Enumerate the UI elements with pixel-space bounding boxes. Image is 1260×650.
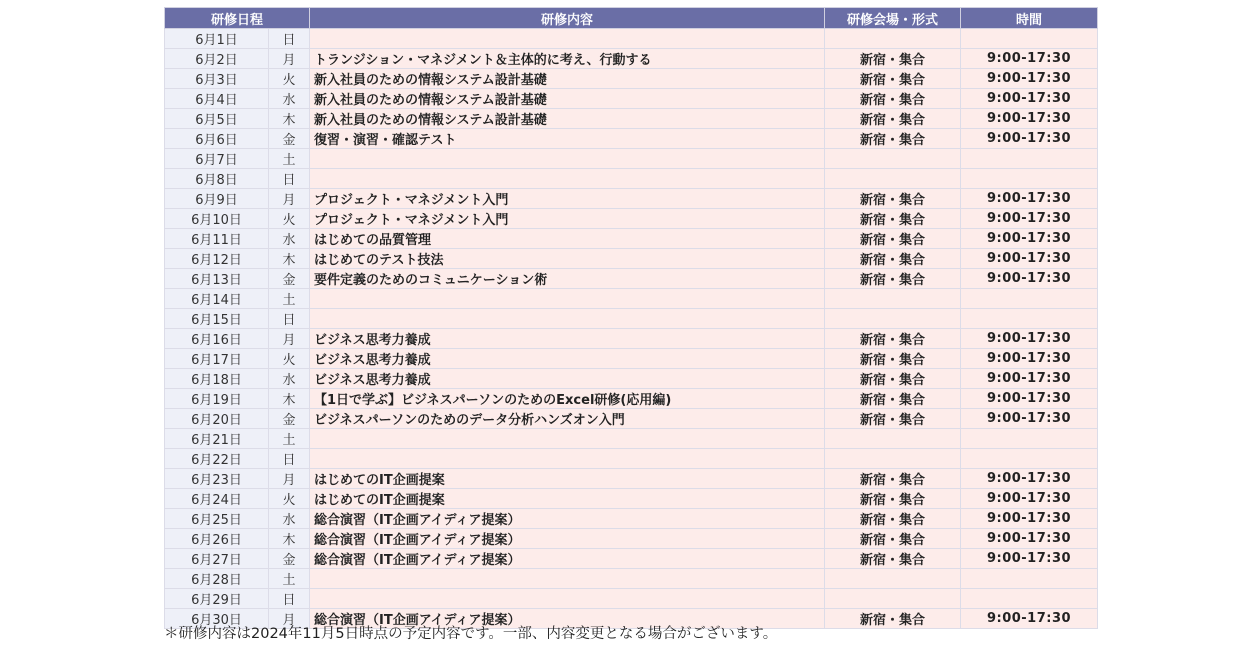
date-cell: 6月21日 xyxy=(165,429,269,449)
time-cell: 9:00-17:30 xyxy=(961,109,1098,129)
table-row xyxy=(165,49,1098,69)
date-cell: 6月12日 xyxy=(165,249,269,269)
table-row xyxy=(165,329,1098,349)
table-row xyxy=(165,289,1098,309)
header-venue: 研修会場・形式 xyxy=(825,8,961,29)
date-cell: 6月16日 xyxy=(165,329,269,349)
table-body xyxy=(165,29,1098,629)
course-title-cell: ビジネス思考力養成 xyxy=(310,329,825,349)
date-cell: 6月14日 xyxy=(165,289,269,309)
table-header xyxy=(165,8,1098,29)
course-title-cell xyxy=(310,169,825,189)
weekday-cell: 金 xyxy=(269,549,310,569)
course-title-cell: 総合演習（IT企画アイディア提案） xyxy=(310,549,825,569)
venue-cell xyxy=(825,169,961,189)
venue-cell: 新宿・集合 xyxy=(825,389,961,409)
time-cell: 9:00-17:30 xyxy=(961,369,1098,389)
date-cell: 6月30日 xyxy=(165,609,269,629)
date-cell: 6月15日 xyxy=(165,309,269,329)
date-cell: 6月7日 xyxy=(165,149,269,169)
time-cell: 9:00-17:30 xyxy=(961,349,1098,369)
table-row xyxy=(165,509,1098,529)
footnote: ＊研修内容は2024年11月5日時点の予定内容です。一部、内容変更となる場合がございます。 xyxy=(164,626,778,642)
table-row xyxy=(165,589,1098,609)
venue-cell xyxy=(825,449,961,469)
header-content: 研修内容 xyxy=(310,8,825,29)
time-cell: 9:00-17:30 xyxy=(961,189,1098,209)
time-cell xyxy=(961,309,1098,329)
time-cell: 9:00-17:30 xyxy=(961,409,1098,429)
schedule-table-container xyxy=(164,7,1097,629)
time-cell xyxy=(961,569,1098,589)
weekday-cell: 火 xyxy=(269,209,310,229)
weekday-cell: 金 xyxy=(269,409,310,429)
date-cell: 6月27日 xyxy=(165,549,269,569)
course-title-cell xyxy=(310,149,825,169)
table-row xyxy=(165,189,1098,209)
date-cell: 6月28日 xyxy=(165,569,269,589)
venue-cell: 新宿・集合 xyxy=(825,69,961,89)
weekday-cell: 日 xyxy=(269,309,310,329)
venue-cell: 新宿・集合 xyxy=(825,329,961,349)
venue-cell: 新宿・集合 xyxy=(825,269,961,289)
weekday-cell: 木 xyxy=(269,249,310,269)
table-row xyxy=(165,409,1098,429)
venue-cell: 新宿・集合 xyxy=(825,229,961,249)
date-cell: 6月9日 xyxy=(165,189,269,209)
date-cell: 6月4日 xyxy=(165,89,269,109)
venue-cell xyxy=(825,569,961,589)
course-title-cell: はじめてのIT企画提案 xyxy=(310,489,825,509)
date-cell: 6月18日 xyxy=(165,369,269,389)
date-cell: 6月5日 xyxy=(165,109,269,129)
venue-cell: 新宿・集合 xyxy=(825,409,961,429)
course-title-cell: ビジネス思考力養成 xyxy=(310,369,825,389)
time-cell xyxy=(961,149,1098,169)
weekday-cell: 日 xyxy=(269,589,310,609)
time-cell xyxy=(961,169,1098,189)
weekday-cell: 水 xyxy=(269,509,310,529)
weekday-cell: 水 xyxy=(269,369,310,389)
venue-cell: 新宿・集合 xyxy=(825,129,961,149)
venue-cell: 新宿・集合 xyxy=(825,609,961,629)
table-row xyxy=(165,529,1098,549)
weekday-cell: 火 xyxy=(269,489,310,509)
table-row xyxy=(165,169,1098,189)
time-cell xyxy=(961,589,1098,609)
course-title-cell: はじめての品質管理 xyxy=(310,229,825,249)
course-title-cell xyxy=(310,29,825,49)
weekday-cell: 金 xyxy=(269,269,310,289)
date-cell: 6月2日 xyxy=(165,49,269,69)
header-time: 時間 xyxy=(961,8,1098,29)
weekday-cell: 木 xyxy=(269,529,310,549)
venue-cell: 新宿・集合 xyxy=(825,349,961,369)
venue-cell xyxy=(825,29,961,49)
date-cell: 6月22日 xyxy=(165,449,269,469)
weekday-cell: 水 xyxy=(269,89,310,109)
table-row xyxy=(165,369,1098,389)
venue-cell xyxy=(825,309,961,329)
time-cell: 9:00-17:30 xyxy=(961,269,1098,289)
table-row xyxy=(165,209,1098,229)
time-cell: 9:00-17:30 xyxy=(961,549,1098,569)
table-row xyxy=(165,249,1098,269)
table-row xyxy=(165,489,1098,509)
date-cell: 6月3日 xyxy=(165,69,269,89)
venue-cell: 新宿・集合 xyxy=(825,109,961,129)
date-cell: 6月24日 xyxy=(165,489,269,509)
course-title-cell: 総合演習（IT企画アイディア提案） xyxy=(310,509,825,529)
time-cell: 9:00-17:30 xyxy=(961,49,1098,69)
time-cell: 9:00-17:30 xyxy=(961,249,1098,269)
time-cell xyxy=(961,449,1098,469)
course-title-cell: 新入社員のための情報システム設計基礎 xyxy=(310,69,825,89)
table-row xyxy=(165,569,1098,589)
date-cell: 6月17日 xyxy=(165,349,269,369)
date-cell: 6月6日 xyxy=(165,129,269,149)
time-cell: 9:00-17:30 xyxy=(961,229,1098,249)
date-cell: 6月26日 xyxy=(165,529,269,549)
time-cell xyxy=(961,429,1098,449)
table-row xyxy=(165,229,1098,249)
venue-cell: 新宿・集合 xyxy=(825,469,961,489)
course-title-cell: はじめてのIT企画提案 xyxy=(310,469,825,489)
table-row xyxy=(165,149,1098,169)
weekday-cell: 月 xyxy=(269,189,310,209)
time-cell: 9:00-17:30 xyxy=(961,129,1098,149)
course-title-cell xyxy=(310,429,825,449)
table-row xyxy=(165,309,1098,329)
weekday-cell: 土 xyxy=(269,149,310,169)
course-title-cell: 復習・演習・確認テスト xyxy=(310,129,825,149)
course-title-cell: 要件定義のためのコミュニケーション術 xyxy=(310,269,825,289)
venue-cell: 新宿・集合 xyxy=(825,189,961,209)
time-cell: 9:00-17:30 xyxy=(961,489,1098,509)
table-row xyxy=(165,69,1098,89)
weekday-cell: 月 xyxy=(269,469,310,489)
table-row xyxy=(165,389,1098,409)
time-cell: 9:00-17:30 xyxy=(961,469,1098,489)
weekday-cell: 土 xyxy=(269,429,310,449)
weekday-cell: 木 xyxy=(269,109,310,129)
table-row xyxy=(165,449,1098,469)
weekday-cell: 月 xyxy=(269,609,310,629)
course-title-cell: ビジネスパーソンのためのデータ分析ハンズオン入門 xyxy=(310,409,825,429)
course-title-cell: プロジェクト・マネジメント入門 xyxy=(310,209,825,229)
time-cell: 9:00-17:30 xyxy=(961,509,1098,529)
table-row xyxy=(165,349,1098,369)
weekday-cell: 水 xyxy=(269,229,310,249)
venue-cell: 新宿・集合 xyxy=(825,489,961,509)
venue-cell xyxy=(825,149,961,169)
table-row xyxy=(165,129,1098,149)
weekday-cell: 月 xyxy=(269,329,310,349)
course-title-cell: トランジション・マネジメント＆主体的に考え、行動する xyxy=(310,49,825,69)
time-cell: 9:00-17:30 xyxy=(961,89,1098,109)
course-title-cell xyxy=(310,309,825,329)
date-cell: 6月1日 xyxy=(165,29,269,49)
date-cell: 6月29日 xyxy=(165,589,269,609)
table-row xyxy=(165,29,1098,49)
time-cell: 9:00-17:30 xyxy=(961,389,1098,409)
date-cell: 6月20日 xyxy=(165,409,269,429)
weekday-cell: 金 xyxy=(269,129,310,149)
venue-cell: 新宿・集合 xyxy=(825,209,961,229)
date-cell: 6月13日 xyxy=(165,269,269,289)
course-title-cell: はじめてのテスト技法 xyxy=(310,249,825,269)
course-title-cell xyxy=(310,449,825,469)
date-cell: 6月25日 xyxy=(165,509,269,529)
venue-cell: 新宿・集合 xyxy=(825,549,961,569)
course-title-cell xyxy=(310,589,825,609)
course-title-cell: プロジェクト・マネジメント入門 xyxy=(310,189,825,209)
weekday-cell: 土 xyxy=(269,569,310,589)
course-title-cell: 新入社員のための情報システム設計基礎 xyxy=(310,109,825,129)
date-cell: 6月8日 xyxy=(165,169,269,189)
time-cell xyxy=(961,29,1098,49)
time-cell: 9:00-17:30 xyxy=(961,529,1098,549)
venue-cell xyxy=(825,589,961,609)
course-title-cell: ビジネス思考力養成 xyxy=(310,349,825,369)
course-title-cell: 新入社員のための情報システム設計基礎 xyxy=(310,89,825,109)
course-title-cell: 総合演習（IT企画アイディア提案） xyxy=(310,609,825,629)
schedule-table xyxy=(164,7,1098,629)
time-cell: 9:00-17:30 xyxy=(961,69,1098,89)
weekday-cell: 日 xyxy=(269,29,310,49)
weekday-cell: 木 xyxy=(269,389,310,409)
course-title-cell: 総合演習（IT企画アイディア提案） xyxy=(310,529,825,549)
table-row xyxy=(165,429,1098,449)
date-cell: 6月19日 xyxy=(165,389,269,409)
time-cell: 9:00-17:30 xyxy=(961,609,1098,629)
header-schedule: 研修日程 xyxy=(165,8,310,29)
weekday-cell: 火 xyxy=(269,349,310,369)
time-cell: 9:00-17:30 xyxy=(961,209,1098,229)
date-cell: 6月10日 xyxy=(165,209,269,229)
venue-cell xyxy=(825,289,961,309)
course-title-cell: 【1日で学ぶ】ビジネスパーソンのためのExcel研修(応用編) xyxy=(310,389,825,409)
course-title-cell xyxy=(310,289,825,309)
time-cell xyxy=(961,289,1098,309)
table-row xyxy=(165,109,1098,129)
venue-cell: 新宿・集合 xyxy=(825,89,961,109)
venue-cell: 新宿・集合 xyxy=(825,529,961,549)
venue-cell xyxy=(825,429,961,449)
weekday-cell: 火 xyxy=(269,69,310,89)
weekday-cell: 日 xyxy=(269,449,310,469)
venue-cell: 新宿・集合 xyxy=(825,49,961,69)
date-cell: 6月23日 xyxy=(165,469,269,489)
weekday-cell: 月 xyxy=(269,49,310,69)
table-row xyxy=(165,269,1098,289)
venue-cell: 新宿・集合 xyxy=(825,369,961,389)
table-row xyxy=(165,469,1098,489)
course-title-cell xyxy=(310,569,825,589)
venue-cell: 新宿・集合 xyxy=(825,509,961,529)
venue-cell: 新宿・集合 xyxy=(825,249,961,269)
weekday-cell: 土 xyxy=(269,289,310,309)
weekday-cell: 日 xyxy=(269,169,310,189)
date-cell: 6月11日 xyxy=(165,229,269,249)
time-cell: 9:00-17:30 xyxy=(961,329,1098,349)
table-row xyxy=(165,89,1098,109)
table-row xyxy=(165,549,1098,569)
